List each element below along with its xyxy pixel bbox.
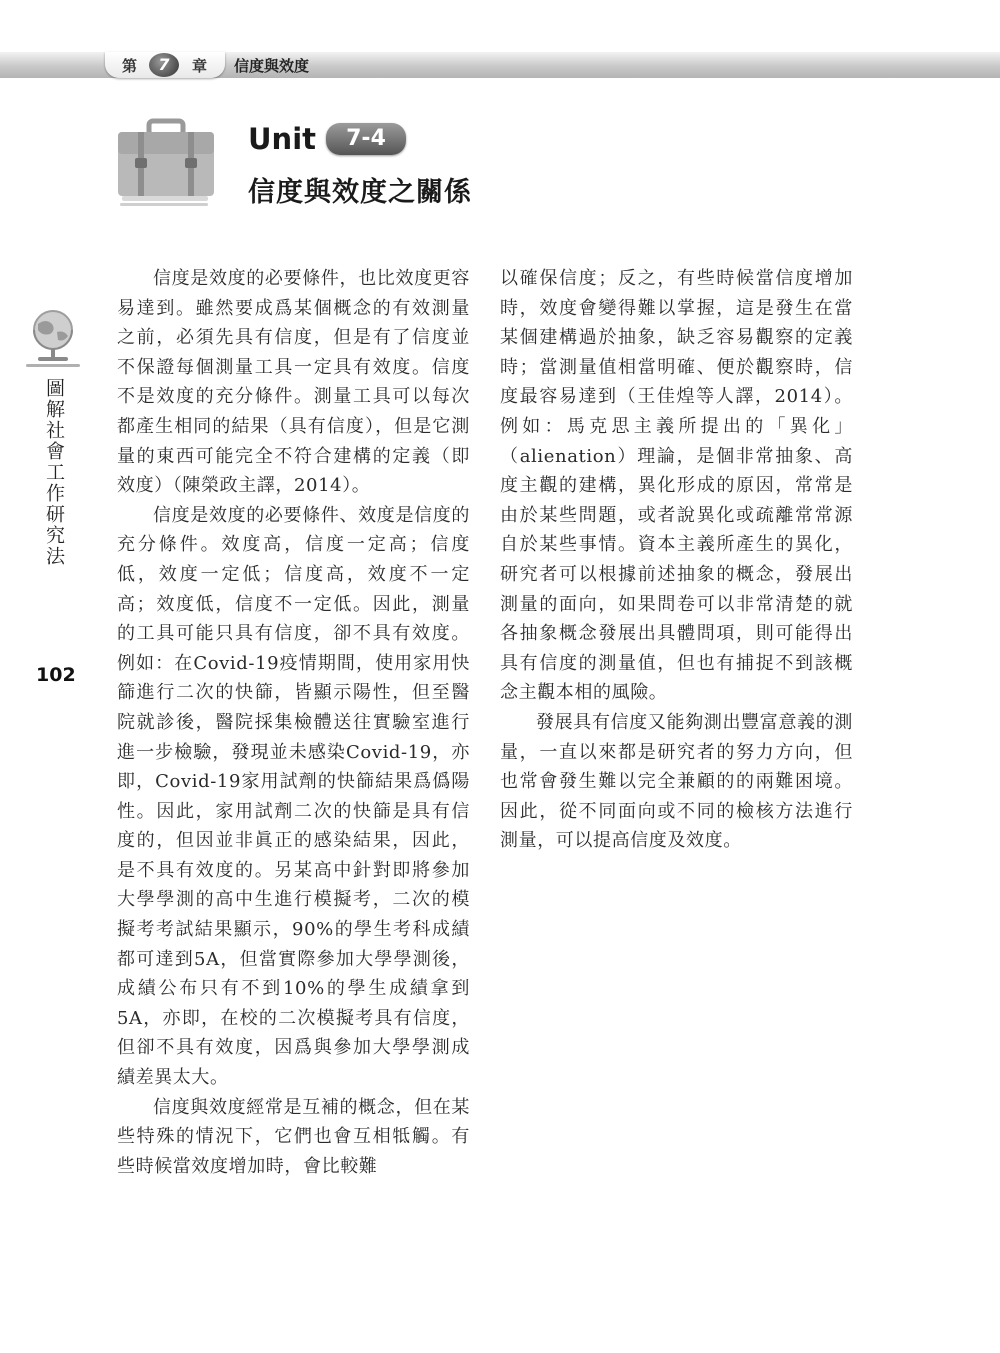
paragraph: 以確保信度；反之，有些時候當信度增加時，效度會變得難以掌握，這是發生在當某個建構過於抽象，缺乏容易觀察的定義時；當測量值相當明確、便於觀察時，信度最容易達到（王佳煌等人譯，2014）。例如：馬克思主義所提出的「異化」（alienation）理論，是個非常抽象、高度主觀的建構，異化形成的原因，常常是由於某些問題，或者說異化或疏離常常源自於某些事情。資本主義所產生的異化，研究者可以根據前述抽象的概念，發展出測量的面向，如果問卷可以非常清楚的就各抽象概念發展出具體問項，則可能得出具有信度的測量值，但也有捕捉不到該概念主觀本相的風險。 — [500, 268, 853, 704]
chapter-number-badge: 7 — [149, 53, 179, 77]
unit-number-badge: 7-4 — [326, 123, 406, 155]
body-column-right — [500, 264, 853, 856]
chapter-prefix: 第 — [122, 57, 138, 75]
unit-label: Unit — [248, 122, 316, 156]
page-number: 102 — [36, 664, 76, 686]
globe-icon — [24, 308, 82, 370]
chapter-suffix: 章 — [192, 57, 208, 75]
paragraph: 發展具有信度又能夠測出豐富意義的測量，一直以來都是研究者的努力方向，但也常會發生難以完全兼顧的的兩難困境。因此，從不同面向或不同的檢核方法進行測量，可以提高信度及效度。 — [500, 711, 853, 852]
paragraph: 信度是效度的必要條件，也比效度更容易達到。雖然要成爲某個概念的有效測量之前，必須先具有信度，但是有了信度並不保證每個測量工具一定具有效度。信度不是效度的充分條件。測量工具可以每次都產生相同的結果（具有信度），但是它測量的東西可能完全不符合建構的定義（即效度）（陳榮政主譯，2014）。 — [117, 268, 470, 497]
book-title-vertical: 圖解社會工作研究法 — [43, 378, 65, 567]
chapter-title: 信度與效度 — [234, 57, 310, 75]
unit-title: 信度與效度之關係 — [248, 177, 472, 208]
briefcase-icon — [116, 118, 216, 210]
body-column-left — [117, 264, 470, 1181]
paragraph: 信度是效度的必要條件、效度是信度的充分條件。效度高，信度一定高；信度低，效度一定低；信度高，效度不一定高；效度低，信度不一定低。因此，測量的工具可能只具有信度，卻不具有效度。例如：在Covid-19疫情期間，使用家用快篩進行二次的快篩，皆顯示陽性，但至醫院就診後，醫院採集檢體送往實驗室進行進一步檢驗，發現並未感染Covid-19，亦即，Covid-19家用試劑的快篩結果爲僞陽性。因此，家用試劑二次的快篩是具有信度的，但因並非眞正的感染結果，因此，是不具有效度的。另某高中針對即將參加大學學測的高中生進行模擬考，二次的模擬考考試結果顯示，90%的學生考科成績都可達到5A，但當實際參加大學學測後，成績公布只有不到10%的學生成績拿到5A，亦即，在校的二次模擬考具有信度，但卻不具有效度，因爲與參加大學學測成績差異太大。 — [117, 504, 470, 1089]
paragraph: 信度與效度經常是互補的概念，但在某些特殊的情況下，它們也會互相牴觸。有些時候當效度增加時，會比較難 — [117, 1096, 470, 1177]
